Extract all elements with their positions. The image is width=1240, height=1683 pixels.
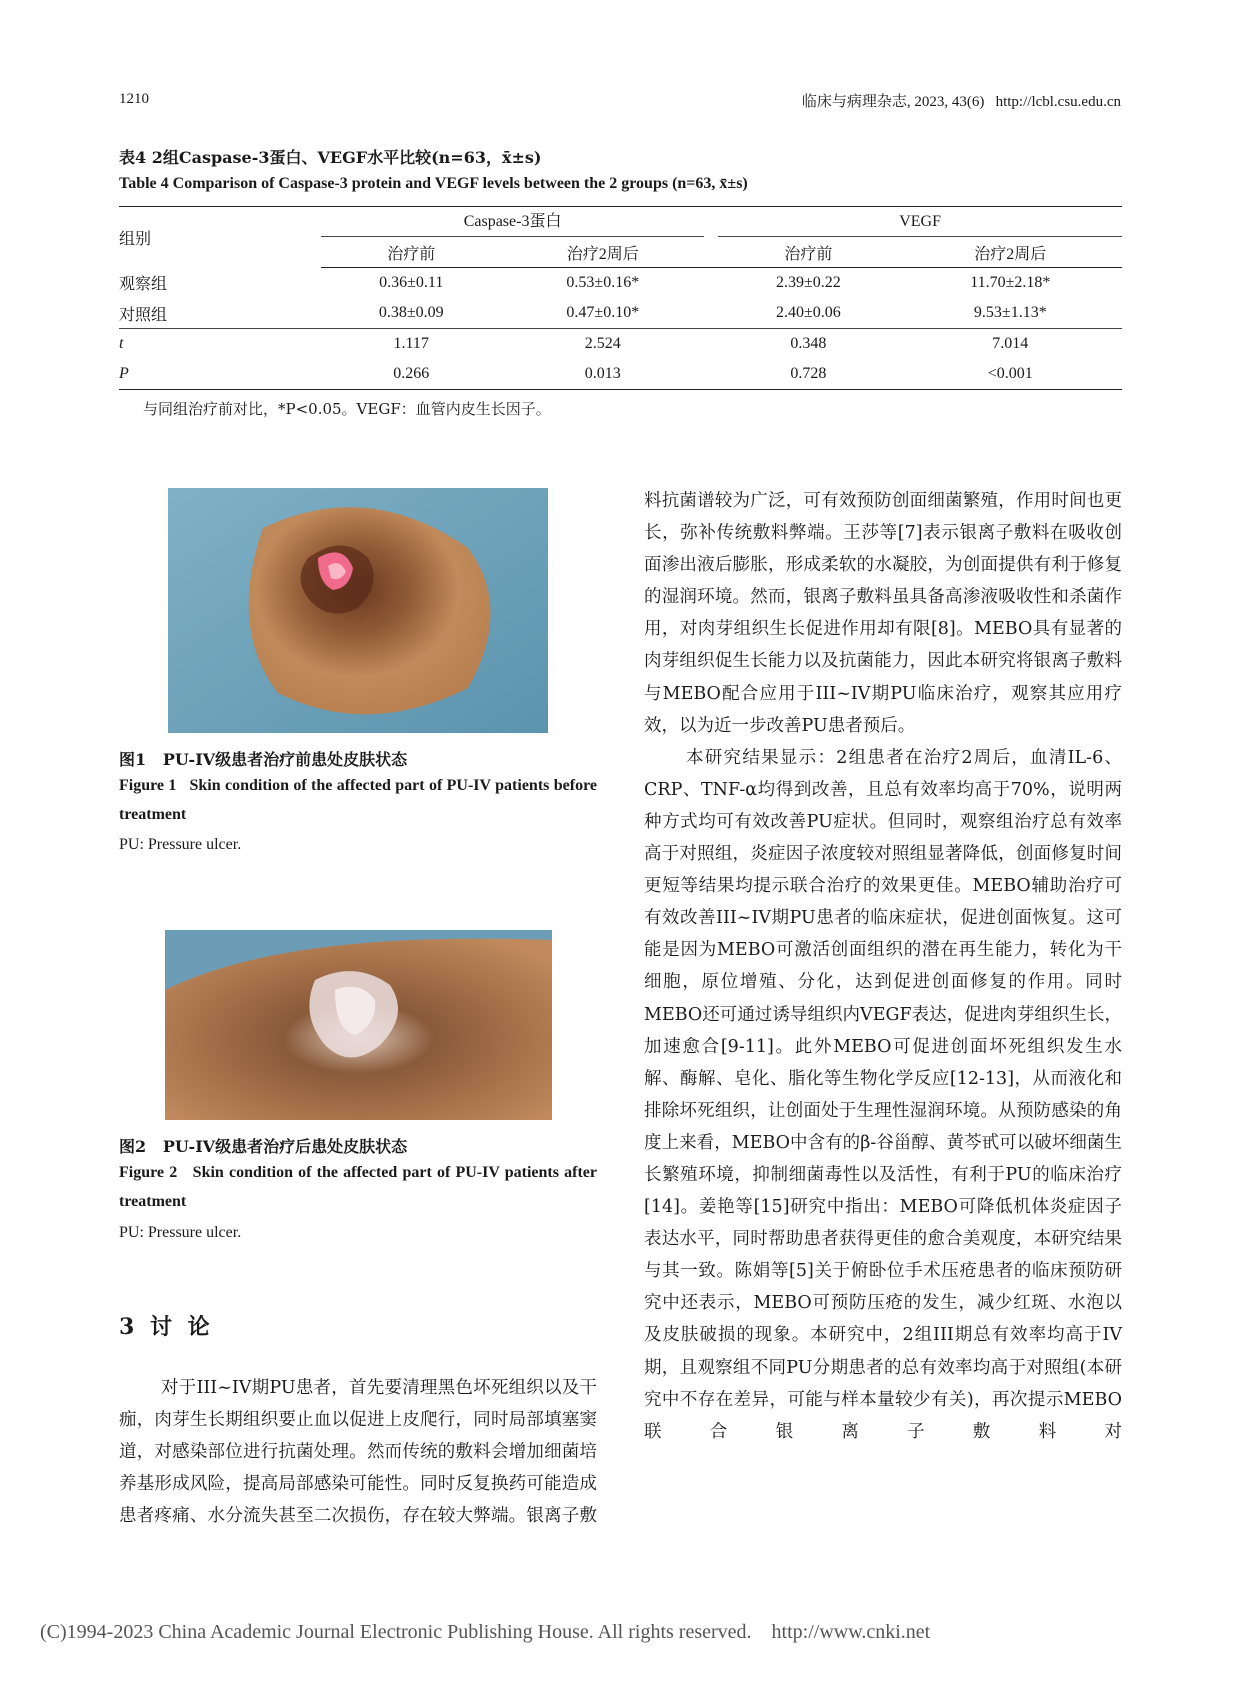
table-cell: 0.38±0.09 [321, 298, 501, 329]
figure1-photo [168, 488, 548, 733]
right-column-text [644, 485, 1122, 1448]
figure2-abbreviation: PU: Pressure ulcer. [119, 1224, 242, 1241]
paragraph: 料抗菌谱较为广泛，可有效预防创面细菌繁殖，作用时间也更长，弥补传统敷料弊端。王莎等[7]表示银离子敷料在吸收创面渗出液后膨胀，形成柔软的水凝胶，为创面提供有利于修复的湿润环境。然而，银离子敷料虽具备高渗液吸收性和杀菌作用，对肉芽组织生长促进作用却有限[8]。MEBO具有显著的肉芽组织促生长能力以及抗菌能力，因此本研究将银离子敷料与MEBO配合应用于III~IV期PU临床治疗，观察其应用疗效，以为近一步改善PU患者预后。 [644, 491, 1122, 736]
table-cell: 9.53±1.13* [899, 298, 1122, 329]
table-cell: 0.47±0.10* [501, 298, 704, 329]
table-row [119, 359, 1122, 390]
subheader-caspase-before: 治疗前 [321, 237, 501, 268]
column-header-vegf [718, 207, 1122, 238]
figure2-caption-cn: 图2 PU-IV级患者治疗后患处皮肤状态 [119, 1137, 408, 1156]
row-label: P [119, 359, 321, 390]
table-row [119, 329, 1122, 360]
caspase-header-text: Caspase-3蛋白 [321, 207, 704, 237]
table-cell: 0.266 [321, 359, 501, 390]
table-title-en: Table 4 Comparison of Caspase-3 protein and VEGF levels between the 2 groups (n=63, x̄±s) [119, 175, 748, 192]
table-cell: 0.348 [790, 335, 827, 352]
data-table [119, 206, 1122, 390]
paragraph: 对于III~IV期PU患者，首先要清理黑色坏死组织以及干痂，肉芽生长期组织要止血以促进上皮爬行，同时局部填塞窦道，对感染部位进行抗菌处理。然而传统的敷料会增加细菌培养基形成风险，提高局部感染可能性。同时反复换药可能造成患者疼痛、水分流失甚至二次损伤，存在较大弊端。银离子敷 [119, 1378, 597, 1527]
figure1-caption-en: Figure 1 Skin condition of the affected part of PU-IV patients before treatment [119, 777, 601, 823]
journal-header: 临床与病理杂志, 2023, 43(6) http://lcbl.csu.edu.cn [801, 94, 1121, 110]
row-label: 对照组 [119, 298, 321, 329]
figure1-caption-cn: 图1 PU-IV级患者治疗前患处皮肤状态 [119, 750, 408, 769]
paragraph: 本研究结果显示：2组患者在治疗2周后，血清IL-6、CRP、TNF-α均得到改善，且总有效率均高于70%，说明两种方式均可有效改善PU症状。但同时，观察组治疗总有效率高于对照组，炎症因子浓度较对照组显著降低，创面修复时间更短等结果均提示联合治疗的效果更佳。MEBO辅助治疗可有效改善III~IV期PU患者的临床症状，促进创面恢复。这可能是因为MEBO可激活创面组织的潜在再生能力，转化为干细胞，原位增殖、分化，达到促进创面修复的作用。同时MEBO还可通过诱导组织内VEGF表达，促进肉芽组织生长，加速愈合[9-11]。此外MEBO可促进创面坏死组织发生水解、酶解、皂化、脂化等生物化学反应[12-13]，从而液化和排除坏死组织，让创面处于生理性湿润环境。从预防感染的角度上来看，MEBO中含有的β-谷甾醇、黄芩甙可以破坏细菌生长繁殖环境，抑制细菌毒性以及活性，有利于PU的临床治疗[14]。姜艳等[15]研究中指出：MEBO可降低机体炎症因子表达水平，同时帮助患者获得更佳的愈合美观度，本研究结果与其一致。陈娟等[5]关于俯卧位手术压疮患者的临床预防研究中还表示，MEBO可预防压疮的发生，减少红斑、水泡以及皮肤破损的现象。本研究中，2组III期总有效率均高于IV期，且观察组不同PU分期患者的总有效率均高于对照组(本研究中不存在差异，可能与样本量较少有关)，再次提示MEBO联合银离子敷料对 [644, 747, 1122, 1442]
row-label: t [119, 335, 124, 352]
table-row [119, 298, 1122, 329]
figure1-abbreviation: PU: Pressure ulcer. [119, 836, 242, 853]
table-cell: 0.36±0.11 [379, 274, 444, 291]
table-cell: 1.117 [393, 335, 429, 352]
column-header-caspase [321, 207, 704, 238]
table-row [119, 268, 1122, 299]
figure2-caption-en: Figure 2 Skin condition of the affected part of PU-IV patients after treatment [119, 1164, 601, 1210]
column-header-group: 组别 [119, 207, 321, 268]
table-cell: <0.001 [899, 359, 1122, 390]
table-cell: 2.40±0.06 [718, 298, 898, 329]
table-cell: 2.524 [584, 335, 621, 352]
table-cell: 0.53±0.16* [566, 274, 640, 291]
table-cell: 2.39±0.22 [776, 274, 841, 291]
page-number: 1210 [119, 91, 149, 107]
table-cell: 7.014 [992, 335, 1029, 352]
figure2-photo [165, 930, 552, 1120]
subheader-caspase-after: 治疗2周后 [501, 237, 704, 268]
table-cell: 0.728 [718, 359, 898, 390]
subheader-vegf-before: 治疗前 [718, 237, 898, 268]
section-heading: 3 讨 论 [119, 1314, 214, 1340]
table-title-cn: 表4 2组Caspase-3蛋白、VEGF水平比较(n=63，x̄±s) [119, 148, 542, 167]
copyright-footer: (C)1994-2023 China Academic Journal Electronic Publishing House. All rights reserved. http://www.cnki.net [40, 1621, 931, 1643]
left-column-text [119, 1372, 597, 1532]
table-cell: 11.70±2.18* [970, 274, 1051, 291]
subheader-vegf-after: 治疗2周后 [899, 237, 1122, 268]
table-note: 与同组治疗前对比，*P<0.05。VEGF：血管内皮生长因子。 [143, 400, 551, 418]
row-label: 观察组 [119, 276, 168, 294]
table-cell: 0.013 [501, 359, 704, 390]
vegf-header-text: VEGF [718, 207, 1122, 237]
